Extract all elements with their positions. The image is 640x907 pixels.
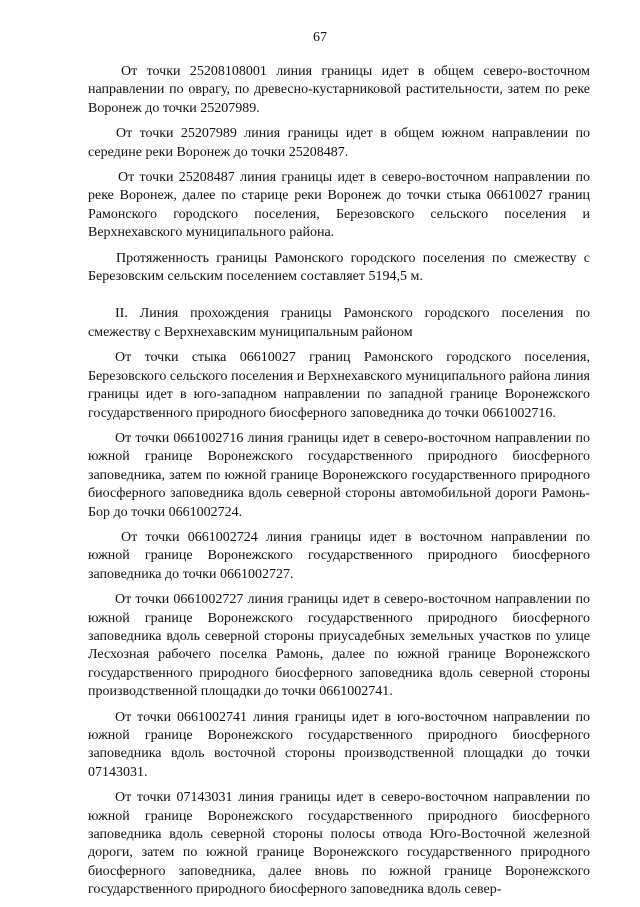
section-heading: II. Линия прохождения границы Рамонского городского поселения по смежеству с Верхнехавским муниципальным районом (88, 306, 590, 340)
paragraph: От точки стыка 06610027 границ Рамонского городского поселения, Березовского сельского поселения и Верхнехавского муниципального района линия границы идет в юго-западном направлении по западной границе Воронежского государственного природного биосферного заповедника до точки 0661002716. (88, 350, 590, 421)
paragraph: От точки 0661002741 линия границы идет в юго-восточном направлении по южной границе Воронежского государственного природного биосферного заповедника вдоль восточной стороны производственной площадки до точки 07143031. (88, 709, 590, 780)
paragraph: От точки 07143031 линия границы идет в северо-восточном направлении по южной границе Воронежского государственного природного биосферного заповедника вдоль северной стороны полосы отвода Юго-Восточной железной дороги, затем по южной границе Воронежского государственного природного биосферного заповедника, далее вновь по южной границе Воронежского государственного природного биосферного заповедника вдоль север- (88, 790, 590, 898)
paragraph: От точки 25208108001 линия границы идет в общем северо-восточном направлении по оврагу, по древесно-кустарниковой растительности, затем по реке Воронеж до точки 25207989. (88, 64, 590, 116)
paragraph: От точки 25208487 линия границы идет в северо-восточном направлении по реке Воронеж, далее по старице реки Воронеж до точки стыка 06610027 границ Рамонского городского поселения, Березовского сельского поселения и Верхнехавского муниципального района. (88, 170, 590, 241)
paragraph: Протяженность границы Рамонского городского поселения по смежеству с Березовским сельским поселением составляет 5194,5 м. (88, 250, 590, 285)
paragraph: От точки 25207989 линия границы идет в общем южном направлении по середине реки Воронеж до точки 25208487. (88, 126, 590, 160)
paragraph: От точки 0661002724 линия границы идет в восточном направлении по южной границе Воронежского государственного природного биосферного заповедника до точки 0661002727. (88, 529, 590, 582)
paragraph: От точки 0661002716 линия границы идет в северо-восточном направлении по южной границе Воронежского государственного природного биосферного заповедника, затем по южной границе Воронежского государственного природного биосферного заповедника вдоль северной стороны автомобильной дороги Рамонь-Бор до точки 0661002724. (88, 430, 590, 520)
document-body (88, 63, 590, 907)
page-number: 67 (313, 30, 327, 45)
paragraph: От точки 0661002727 линия границы идет в северо-восточном направлении по южной границе Воронежского государственного природного биосферного заповедника вдоль северной стороны приусадебных земельных участков по улице Лесхозная рабочего поселка Рамонь, далее по южной границе Воронежского государственного природного биосферного заповедника вдоль северной стороны производственной площадки до точки 0661002741. (88, 592, 590, 700)
